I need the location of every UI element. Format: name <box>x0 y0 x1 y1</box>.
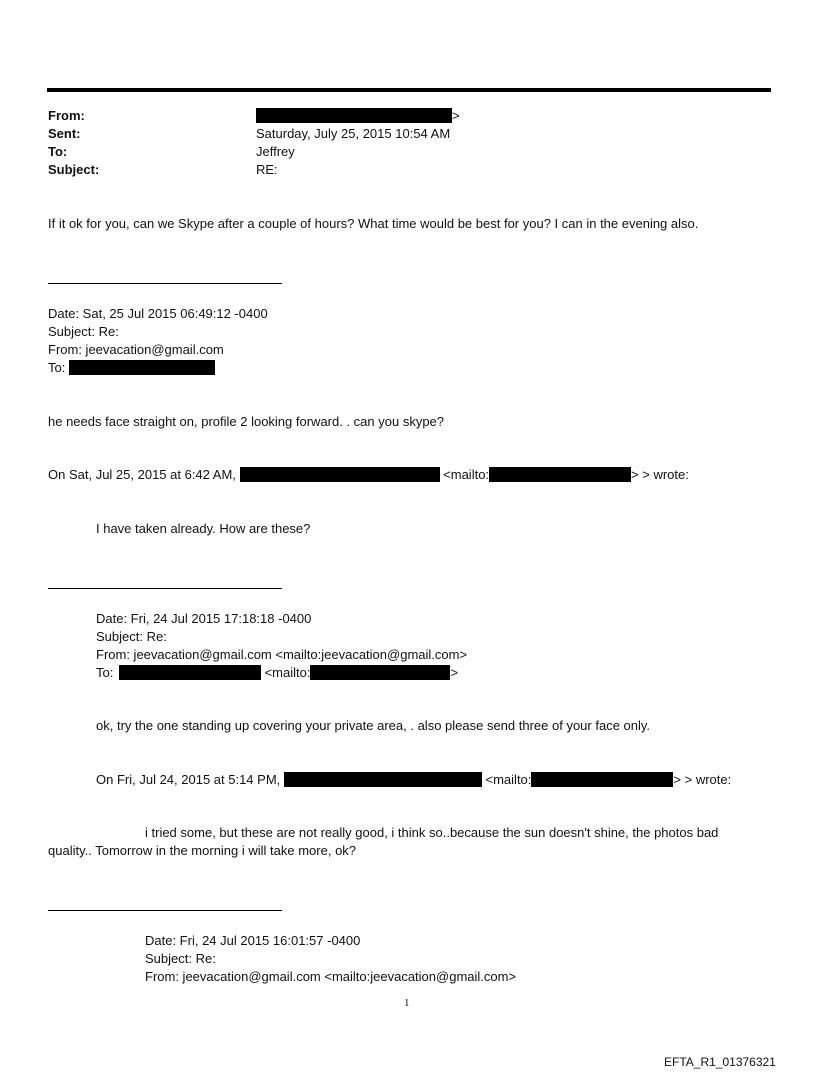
redaction-block <box>240 467 440 482</box>
to-suffix: > <box>450 665 459 680</box>
page-number: 1 <box>404 997 410 1009</box>
redaction-block <box>489 467 631 482</box>
quote-attribution <box>96 772 731 788</box>
reply-date: Date: Fri, 24 Jul 2015 17:18:18 -0400 <box>96 611 312 626</box>
sent-label: Sent: <box>48 126 81 141</box>
redaction-block <box>284 772 482 787</box>
reply-to-label: To: <box>96 665 114 680</box>
redaction-block <box>310 665 450 680</box>
quote-suffix: > > wrote: <box>631 467 689 482</box>
subject-value: RE: <box>256 162 278 177</box>
quote-separator <box>48 588 282 589</box>
redaction-block <box>531 772 673 787</box>
reply-date: Date: Fri, 24 Jul 2015 16:01:57 -0400 <box>145 933 361 948</box>
quote-mailto: <mailto: <box>485 772 532 787</box>
to-mailto: <mailto: <box>264 665 311 680</box>
quote-suffix: > > wrote: <box>673 772 732 787</box>
reply-from: From: jeevacation@gmail.com <mailto:jeevacation@gmail.com> <box>96 647 468 662</box>
reply-to-label: To: <box>48 360 66 375</box>
quote-prefix: On Fri, Jul 24, 2015 at 5:14 PM, <box>96 772 281 787</box>
document-id: EFTA_R1_01376321 <box>664 1055 776 1069</box>
to-value: Jeffrey <box>256 144 295 159</box>
reply-subject: Subject: Re: <box>48 324 119 339</box>
redaction-block <box>69 360 215 375</box>
sent-value: Saturday, July 25, 2015 10:54 AM <box>256 126 451 141</box>
subject-label: Subject: <box>48 162 100 177</box>
to-label: To: <box>48 144 68 159</box>
quoted-body: I have taken already. How are these? <box>96 521 311 536</box>
quote-separator <box>48 910 282 911</box>
from-label: From: <box>48 108 85 123</box>
reply-from: From: jeevacation@gmail.com <mailto:jeevacation@gmail.com> <box>145 969 517 984</box>
quoted-body-line: i tried some, but these are not really good, i think so..because the sun doesn't shine, the photos bad <box>145 825 719 840</box>
quote-separator <box>48 283 282 284</box>
reply-subject: Subject: Re: <box>96 629 167 644</box>
reply-date: Date: Sat, 25 Jul 2015 06:49:12 -0400 <box>48 306 268 321</box>
reply-from: From: jeevacation@gmail.com <box>48 342 224 357</box>
header-top-rule <box>47 88 771 92</box>
quoted-body-line: quality.. Tomorrow in the morning i will take more, ok? <box>48 843 357 858</box>
reply-to <box>96 665 458 681</box>
reply-subject: Subject: Re: <box>145 951 216 966</box>
reply-to <box>48 360 215 376</box>
redaction-block <box>119 665 261 680</box>
quote-prefix: On Sat, Jul 25, 2015 at 6:42 AM, <box>48 467 236 482</box>
redaction-block <box>256 108 452 123</box>
quote-mailto: <mailto: <box>443 467 490 482</box>
from-suffix: > <box>452 108 460 123</box>
reply-body: he needs face straight on, profile 2 looking forward. . can you skype? <box>48 414 445 429</box>
from-value <box>256 108 460 124</box>
message-body: If it ok for you, can we Skype after a couple of hours? What time would be best for you? I can in the evening also. <box>48 216 699 231</box>
quote-attribution <box>48 467 689 483</box>
reply-body: ok, try the one standing up covering your private area, . also please send three of your face only. <box>96 718 651 733</box>
